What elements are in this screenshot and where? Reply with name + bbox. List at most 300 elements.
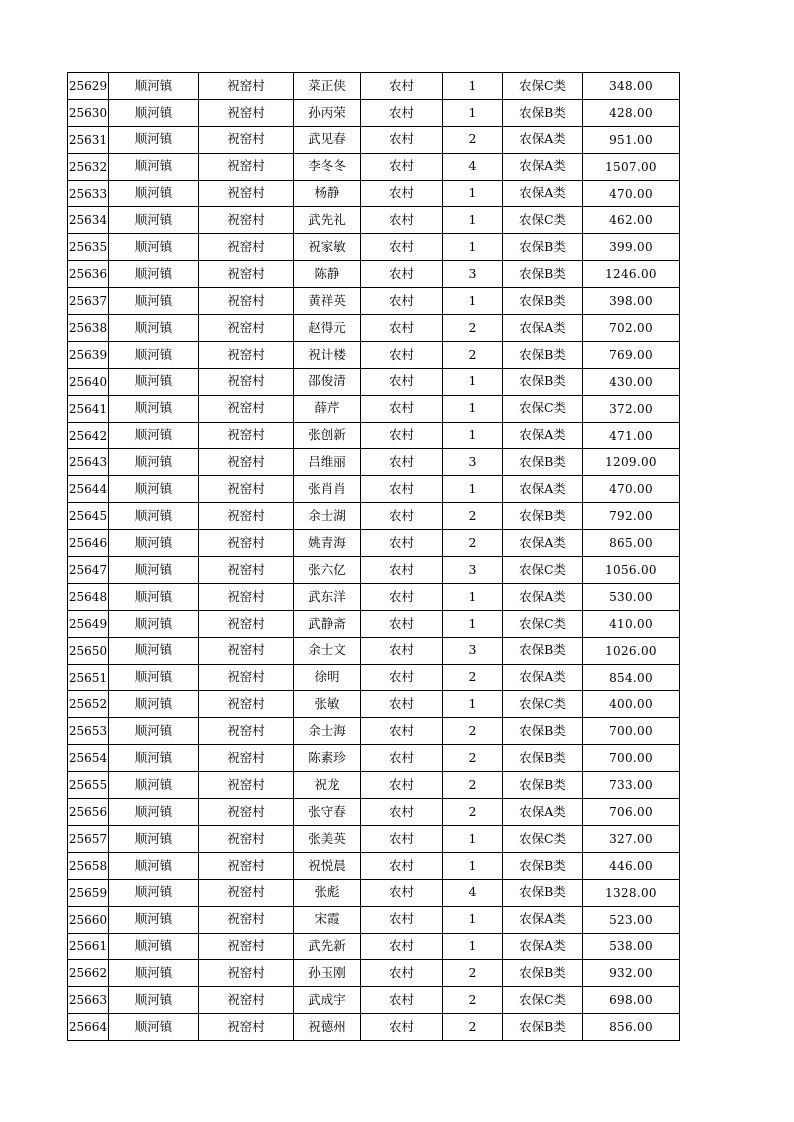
- table-row: [68, 503, 680, 530]
- insurance-category-cell: 农保A类: [503, 180, 583, 207]
- table-row: [68, 825, 680, 852]
- amount-cell: 446.00: [583, 852, 680, 879]
- table-row: [68, 73, 680, 100]
- record-id-cell: 25663: [68, 987, 109, 1014]
- record-id-cell: 25664: [68, 1014, 109, 1041]
- household-type-cell: 农村: [361, 933, 443, 960]
- insurance-category-cell: 农保B类: [503, 341, 583, 368]
- town-cell: 顺河镇: [109, 180, 199, 207]
- member-count-cell: 1: [443, 73, 503, 100]
- record-id-cell: 25631: [68, 126, 109, 153]
- insurance-category-cell: 农保B类: [503, 960, 583, 987]
- record-id-cell: 25654: [68, 745, 109, 772]
- member-count-cell: 4: [443, 879, 503, 906]
- table-row: [68, 664, 680, 691]
- village-cell: 祝窑村: [199, 718, 294, 745]
- village-cell: 祝窑村: [199, 503, 294, 530]
- town-cell: 顺河镇: [109, 906, 199, 933]
- amount-cell: 523.00: [583, 906, 680, 933]
- town-cell: 顺河镇: [109, 288, 199, 315]
- household-type-cell: 农村: [361, 583, 443, 610]
- village-cell: 祝窑村: [199, 610, 294, 637]
- insurance-category-cell: 农保C类: [503, 610, 583, 637]
- town-cell: 顺河镇: [109, 503, 199, 530]
- village-cell: 祝窑村: [199, 315, 294, 342]
- record-id-cell: 25656: [68, 799, 109, 826]
- member-count-cell: 1: [443, 933, 503, 960]
- village-cell: 祝窑村: [199, 207, 294, 234]
- amount-cell: 792.00: [583, 503, 680, 530]
- household-head-cell: 宋霞: [294, 906, 361, 933]
- household-type-cell: 农村: [361, 825, 443, 852]
- village-cell: 祝窑村: [199, 395, 294, 422]
- town-cell: 顺河镇: [109, 530, 199, 557]
- table-row: [68, 799, 680, 826]
- household-head-cell: 余士海: [294, 718, 361, 745]
- household-type-cell: 农村: [361, 960, 443, 987]
- household-type-cell: 农村: [361, 99, 443, 126]
- amount-cell: 471.00: [583, 422, 680, 449]
- record-id-cell: 25641: [68, 395, 109, 422]
- village-cell: 祝窑村: [199, 906, 294, 933]
- village-cell: 祝窑村: [199, 476, 294, 503]
- table-row: [68, 476, 680, 503]
- household-head-cell: 孙玉刚: [294, 960, 361, 987]
- record-id-cell: 25645: [68, 503, 109, 530]
- amount-cell: 470.00: [583, 476, 680, 503]
- household-type-cell: 农村: [361, 906, 443, 933]
- amount-cell: 399.00: [583, 234, 680, 261]
- record-id-cell: 25640: [68, 368, 109, 395]
- member-count-cell: 2: [443, 960, 503, 987]
- insurance-category-cell: 农保A类: [503, 126, 583, 153]
- member-count-cell: 2: [443, 772, 503, 799]
- amount-cell: 698.00: [583, 987, 680, 1014]
- insurance-category-cell: 农保C类: [503, 987, 583, 1014]
- record-id-cell: 25630: [68, 99, 109, 126]
- village-cell: 祝窑村: [199, 368, 294, 395]
- member-count-cell: 1: [443, 234, 503, 261]
- town-cell: 顺河镇: [109, 610, 199, 637]
- record-id-cell: 25633: [68, 180, 109, 207]
- household-type-cell: 农村: [361, 315, 443, 342]
- town-cell: 顺河镇: [109, 772, 199, 799]
- town-cell: 顺河镇: [109, 234, 199, 261]
- village-cell: 祝窑村: [199, 261, 294, 288]
- table-row: [68, 610, 680, 637]
- member-count-cell: 3: [443, 261, 503, 288]
- record-id-cell: 25636: [68, 261, 109, 288]
- member-count-cell: 2: [443, 799, 503, 826]
- record-id-cell: 25651: [68, 664, 109, 691]
- town-cell: 顺河镇: [109, 368, 199, 395]
- insurance-category-cell: 农保B类: [503, 1014, 583, 1041]
- village-cell: 祝窑村: [199, 234, 294, 261]
- household-head-cell: 陈静: [294, 261, 361, 288]
- household-head-cell: 张彪: [294, 879, 361, 906]
- member-count-cell: 2: [443, 503, 503, 530]
- household-head-cell: 余士湖: [294, 503, 361, 530]
- amount-cell: 327.00: [583, 825, 680, 852]
- household-head-cell: 陈素珍: [294, 745, 361, 772]
- town-cell: 顺河镇: [109, 261, 199, 288]
- table-row: [68, 960, 680, 987]
- record-id-cell: 25639: [68, 341, 109, 368]
- member-count-cell: 1: [443, 368, 503, 395]
- town-cell: 顺河镇: [109, 476, 199, 503]
- member-count-cell: 2: [443, 987, 503, 1014]
- town-cell: 顺河镇: [109, 557, 199, 584]
- village-cell: 祝窑村: [199, 530, 294, 557]
- record-id-cell: 25662: [68, 960, 109, 987]
- household-head-cell: 李冬冬: [294, 153, 361, 180]
- household-type-cell: 农村: [361, 261, 443, 288]
- insurance-category-cell: 农保B类: [503, 234, 583, 261]
- household-head-cell: 邵俊清: [294, 368, 361, 395]
- insurance-category-cell: 农保B类: [503, 449, 583, 476]
- insurance-category-cell: 农保A类: [503, 153, 583, 180]
- town-cell: 顺河镇: [109, 987, 199, 1014]
- household-head-cell: 吕维丽: [294, 449, 361, 476]
- village-cell: 祝窑村: [199, 825, 294, 852]
- record-id-cell: 25659: [68, 879, 109, 906]
- amount-cell: 951.00: [583, 126, 680, 153]
- member-count-cell: 2: [443, 718, 503, 745]
- amount-cell: 538.00: [583, 933, 680, 960]
- village-cell: 祝窑村: [199, 1014, 294, 1041]
- table-row: [68, 933, 680, 960]
- amount-cell: 700.00: [583, 718, 680, 745]
- insurance-category-cell: 农保A类: [503, 799, 583, 826]
- town-cell: 顺河镇: [109, 422, 199, 449]
- record-id-cell: 25657: [68, 825, 109, 852]
- household-type-cell: 农村: [361, 1014, 443, 1041]
- village-cell: 祝窑村: [199, 637, 294, 664]
- household-type-cell: 农村: [361, 180, 443, 207]
- member-count-cell: 1: [443, 583, 503, 610]
- town-cell: 顺河镇: [109, 933, 199, 960]
- household-type-cell: 农村: [361, 852, 443, 879]
- amount-cell: 1246.00: [583, 261, 680, 288]
- table-row: [68, 637, 680, 664]
- insurance-category-cell: 农保B类: [503, 288, 583, 315]
- household-head-cell: 薛芹: [294, 395, 361, 422]
- town-cell: 顺河镇: [109, 126, 199, 153]
- member-count-cell: 2: [443, 664, 503, 691]
- household-type-cell: 农村: [361, 557, 443, 584]
- amount-cell: 733.00: [583, 772, 680, 799]
- table-row: [68, 126, 680, 153]
- household-head-cell: 祝德州: [294, 1014, 361, 1041]
- insurance-category-cell: 农保C类: [503, 73, 583, 100]
- amount-cell: 428.00: [583, 99, 680, 126]
- household-type-cell: 农村: [361, 772, 443, 799]
- insurance-category-cell: 农保C类: [503, 395, 583, 422]
- town-cell: 顺河镇: [109, 99, 199, 126]
- table-row: [68, 422, 680, 449]
- village-cell: 祝窑村: [199, 664, 294, 691]
- insurance-category-cell: 农保B类: [503, 261, 583, 288]
- household-head-cell: 张肖肖: [294, 476, 361, 503]
- table-row: [68, 718, 680, 745]
- amount-cell: 865.00: [583, 530, 680, 557]
- household-head-cell: 张守春: [294, 799, 361, 826]
- amount-cell: 410.00: [583, 610, 680, 637]
- household-type-cell: 农村: [361, 449, 443, 476]
- town-cell: 顺河镇: [109, 745, 199, 772]
- household-type-cell: 农村: [361, 207, 443, 234]
- insurance-category-cell: 农保A类: [503, 315, 583, 342]
- amount-cell: 769.00: [583, 341, 680, 368]
- village-cell: 祝窑村: [199, 933, 294, 960]
- village-cell: 祝窑村: [199, 557, 294, 584]
- amount-cell: 1056.00: [583, 557, 680, 584]
- town-cell: 顺河镇: [109, 852, 199, 879]
- insurance-category-cell: 农保B类: [503, 503, 583, 530]
- table-row: [68, 207, 680, 234]
- record-id-cell: 25647: [68, 557, 109, 584]
- insurance-category-cell: 农保B类: [503, 718, 583, 745]
- table-row: [68, 1014, 680, 1041]
- insurance-category-cell: 农保B类: [503, 637, 583, 664]
- amount-cell: 430.00: [583, 368, 680, 395]
- household-type-cell: 农村: [361, 73, 443, 100]
- member-count-cell: 1: [443, 180, 503, 207]
- table-row: [68, 341, 680, 368]
- member-count-cell: 1: [443, 207, 503, 234]
- household-type-cell: 农村: [361, 718, 443, 745]
- town-cell: 顺河镇: [109, 341, 199, 368]
- amount-cell: 700.00: [583, 745, 680, 772]
- member-count-cell: 2: [443, 745, 503, 772]
- village-cell: 祝窑村: [199, 745, 294, 772]
- household-type-cell: 农村: [361, 610, 443, 637]
- household-type-cell: 农村: [361, 691, 443, 718]
- record-id-cell: 25649: [68, 610, 109, 637]
- amount-cell: 348.00: [583, 73, 680, 100]
- village-cell: 祝窑村: [199, 583, 294, 610]
- record-id-cell: 25653: [68, 718, 109, 745]
- town-cell: 顺河镇: [109, 637, 199, 664]
- household-head-cell: 黄祥英: [294, 288, 361, 315]
- member-count-cell: 1: [443, 422, 503, 449]
- village-cell: 祝窑村: [199, 960, 294, 987]
- household-head-cell: 武先新: [294, 933, 361, 960]
- member-count-cell: 1: [443, 906, 503, 933]
- insurance-category-cell: 农保A类: [503, 664, 583, 691]
- insurance-category-cell: 农保B类: [503, 745, 583, 772]
- amount-cell: 398.00: [583, 288, 680, 315]
- household-type-cell: 农村: [361, 341, 443, 368]
- member-count-cell: 1: [443, 288, 503, 315]
- household-head-cell: 姚青海: [294, 530, 361, 557]
- record-id-cell: 25632: [68, 153, 109, 180]
- town-cell: 顺河镇: [109, 825, 199, 852]
- insurance-category-cell: 农保B类: [503, 99, 583, 126]
- household-type-cell: 农村: [361, 664, 443, 691]
- village-cell: 祝窑村: [199, 288, 294, 315]
- town-cell: 顺河镇: [109, 664, 199, 691]
- record-id-cell: 25637: [68, 288, 109, 315]
- town-cell: 顺河镇: [109, 73, 199, 100]
- record-id-cell: 25644: [68, 476, 109, 503]
- household-type-cell: 农村: [361, 476, 443, 503]
- household-head-cell: 祝龙: [294, 772, 361, 799]
- household-type-cell: 农村: [361, 422, 443, 449]
- member-count-cell: 1: [443, 691, 503, 718]
- record-id-cell: 25634: [68, 207, 109, 234]
- record-id-cell: 25646: [68, 530, 109, 557]
- village-cell: 祝窑村: [199, 341, 294, 368]
- table-row: [68, 530, 680, 557]
- table-row: [68, 368, 680, 395]
- insurance-category-cell: 农保B类: [503, 852, 583, 879]
- household-type-cell: 农村: [361, 530, 443, 557]
- town-cell: 顺河镇: [109, 449, 199, 476]
- village-cell: 祝窑村: [199, 799, 294, 826]
- amount-cell: 462.00: [583, 207, 680, 234]
- household-type-cell: 农村: [361, 234, 443, 261]
- household-type-cell: 农村: [361, 368, 443, 395]
- member-count-cell: 1: [443, 852, 503, 879]
- insurance-category-cell: 农保C类: [503, 207, 583, 234]
- insurance-category-cell: 农保B类: [503, 772, 583, 799]
- record-id-cell: 25629: [68, 73, 109, 100]
- town-cell: 顺河镇: [109, 960, 199, 987]
- amount-cell: 932.00: [583, 960, 680, 987]
- table-row: [68, 852, 680, 879]
- insurance-category-cell: 农保C类: [503, 691, 583, 718]
- household-head-cell: 张美英: [294, 825, 361, 852]
- household-head-cell: 张创新: [294, 422, 361, 449]
- town-cell: 顺河镇: [109, 799, 199, 826]
- table-row: [68, 395, 680, 422]
- household-type-cell: 农村: [361, 879, 443, 906]
- household-type-cell: 农村: [361, 799, 443, 826]
- table-row: [68, 879, 680, 906]
- village-cell: 祝窑村: [199, 987, 294, 1014]
- town-cell: 顺河镇: [109, 718, 199, 745]
- amount-cell: 856.00: [583, 1014, 680, 1041]
- member-count-cell: 3: [443, 637, 503, 664]
- town-cell: 顺河镇: [109, 315, 199, 342]
- village-cell: 祝窑村: [199, 126, 294, 153]
- table-row: [68, 691, 680, 718]
- table-body: [68, 73, 680, 1041]
- member-count-cell: 3: [443, 557, 503, 584]
- member-count-cell: 2: [443, 341, 503, 368]
- household-head-cell: 祝家敏: [294, 234, 361, 261]
- insurance-category-cell: 农保C类: [503, 557, 583, 584]
- amount-cell: 1507.00: [583, 153, 680, 180]
- member-count-cell: 1: [443, 99, 503, 126]
- town-cell: 顺河镇: [109, 395, 199, 422]
- insurance-category-cell: 农保A类: [503, 476, 583, 503]
- town-cell: 顺河镇: [109, 1014, 199, 1041]
- amount-cell: 702.00: [583, 315, 680, 342]
- member-count-cell: 1: [443, 825, 503, 852]
- village-cell: 祝窑村: [199, 879, 294, 906]
- record-id-cell: 25638: [68, 315, 109, 342]
- village-cell: 祝窑村: [199, 73, 294, 100]
- household-head-cell: 菜正侠: [294, 73, 361, 100]
- record-id-cell: 25655: [68, 772, 109, 799]
- table-row: [68, 234, 680, 261]
- table-row: [68, 906, 680, 933]
- village-cell: 祝窑村: [199, 99, 294, 126]
- amount-cell: 470.00: [583, 180, 680, 207]
- insurance-category-cell: 农保A类: [503, 422, 583, 449]
- household-type-cell: 农村: [361, 153, 443, 180]
- insurance-category-cell: 农保A类: [503, 933, 583, 960]
- household-head-cell: 杨静: [294, 180, 361, 207]
- village-cell: 祝窑村: [199, 180, 294, 207]
- household-head-cell: 余士文: [294, 637, 361, 664]
- town-cell: 顺河镇: [109, 207, 199, 234]
- household-head-cell: 祝计楼: [294, 341, 361, 368]
- household-head-cell: 徐明: [294, 664, 361, 691]
- insurance-category-cell: 农保A类: [503, 906, 583, 933]
- record-id-cell: 25652: [68, 691, 109, 718]
- village-cell: 祝窑村: [199, 772, 294, 799]
- amount-cell: 1209.00: [583, 449, 680, 476]
- village-cell: 祝窑村: [199, 691, 294, 718]
- record-id-cell: 25643: [68, 449, 109, 476]
- record-id-cell: 25635: [68, 234, 109, 261]
- insurance-category-cell: 农保B类: [503, 368, 583, 395]
- member-count-cell: 3: [443, 449, 503, 476]
- member-count-cell: 2: [443, 530, 503, 557]
- member-count-cell: 1: [443, 476, 503, 503]
- record-id-cell: 25650: [68, 637, 109, 664]
- household-type-cell: 农村: [361, 637, 443, 664]
- household-head-cell: 武成宇: [294, 987, 361, 1014]
- table-row: [68, 153, 680, 180]
- village-cell: 祝窑村: [199, 449, 294, 476]
- table-row: [68, 315, 680, 342]
- household-type-cell: 农村: [361, 987, 443, 1014]
- amount-cell: 706.00: [583, 799, 680, 826]
- member-count-cell: 2: [443, 126, 503, 153]
- allowance-table: [67, 72, 680, 1041]
- town-cell: 顺河镇: [109, 153, 199, 180]
- table-row: [68, 288, 680, 315]
- household-head-cell: 武静斋: [294, 610, 361, 637]
- household-head-cell: 张六亿: [294, 557, 361, 584]
- member-count-cell: 2: [443, 315, 503, 342]
- amount-cell: 1328.00: [583, 879, 680, 906]
- insurance-category-cell: 农保C类: [503, 825, 583, 852]
- insurance-category-cell: 农保A类: [503, 530, 583, 557]
- record-id-cell: 25648: [68, 583, 109, 610]
- insurance-category-cell: 农保B类: [503, 879, 583, 906]
- household-head-cell: 武见春: [294, 126, 361, 153]
- household-type-cell: 农村: [361, 288, 443, 315]
- amount-cell: 372.00: [583, 395, 680, 422]
- household-type-cell: 农村: [361, 745, 443, 772]
- village-cell: 祝窑村: [199, 153, 294, 180]
- table-row: [68, 987, 680, 1014]
- town-cell: 顺河镇: [109, 879, 199, 906]
- household-head-cell: 赵得元: [294, 315, 361, 342]
- household-head-cell: 孙丙荣: [294, 99, 361, 126]
- household-head-cell: 武先礼: [294, 207, 361, 234]
- amount-cell: 854.00: [583, 664, 680, 691]
- household-head-cell: 武东洋: [294, 583, 361, 610]
- record-id-cell: 25658: [68, 852, 109, 879]
- record-id-cell: 25660: [68, 906, 109, 933]
- amount-cell: 400.00: [583, 691, 680, 718]
